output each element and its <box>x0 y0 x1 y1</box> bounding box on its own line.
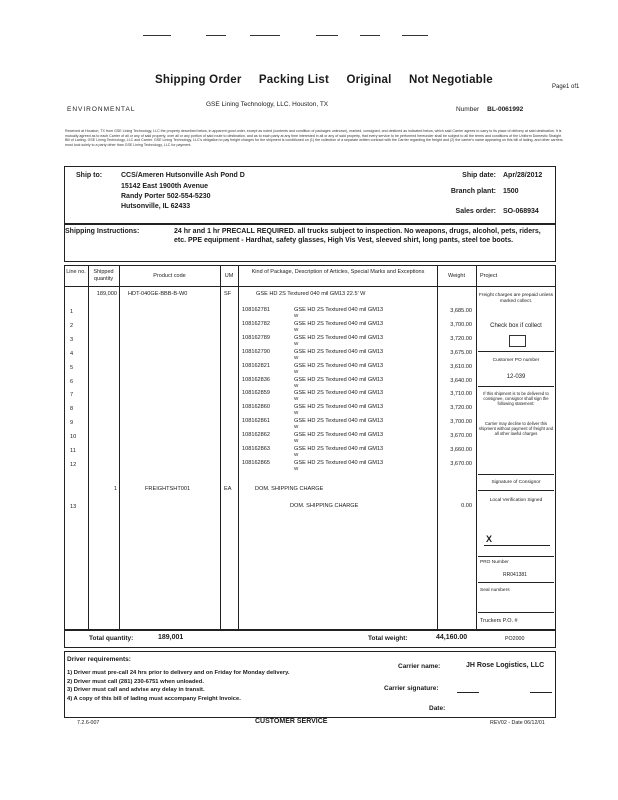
branch-value: 1500 <box>503 188 519 195</box>
signature-consignor-label: Signature of Consignor <box>491 480 541 485</box>
totals-box <box>64 630 556 648</box>
freight-row-desc: DOM. SHIPPING CHARGE <box>255 486 324 492</box>
table-row-code: 108162863 <box>242 446 270 452</box>
col-divider <box>119 265 120 630</box>
carrier-signature-line[interactable] <box>530 692 552 693</box>
col-divider <box>476 265 477 630</box>
carrier-decline-note: Carrier may decline to deliver this shipment without payment of freight and all other lawful charges <box>478 421 554 436</box>
table-row-desc: GSE HD 2S Textured 040 mil GM13 <box>294 349 384 355</box>
date-label: Date: <box>429 705 446 712</box>
header-shipped-qty: Shipped quantity <box>93 269 114 282</box>
bl-number <box>456 106 523 113</box>
ship-to-line: Hutsonville, IL 62433 <box>121 203 191 210</box>
table-row-number: 11 <box>70 448 76 454</box>
table-row-number: 3 <box>70 337 74 343</box>
col-divider <box>220 265 221 630</box>
table-row-number: 12 <box>70 462 77 468</box>
ship-to-label: Ship to: <box>76 172 103 179</box>
local-verification-label: Local Verification Signed <box>489 498 543 503</box>
table-row-weight: 3,720.00 <box>450 336 472 342</box>
table-header-divider <box>64 286 556 287</box>
legal-text: Received at Houston, TX from GSE Lining Technology, LLC the property described below, in apparent good order, except as noted (contents and condition of packages unknown), marked, consigned, and destined as indicated below, which said Carrier agrees to carry to its place of delivery at said destination. It is mutually agreed as to each Carrier of all or any of said property, over all or any portion of said route to destination, and as to each party at any time interested in all or any of said property, that every service to be performed hereunder shall be subject to all the terms and conditions of the Uniform Domestic Straight Bill of Lading. GSE Lining Technology, LLC and Carrier. GSE Lining Technology, LLC's obligation to pay freight charges for the shipment is conditioned on (1) the collection of a separate written contract with the Carrier regarding the freight and (2) the carrier's name appearing on this bill of lading, and other carriers must look solely to a party other than GSE Lining Technology, LLC for payment. <box>65 129 563 148</box>
table-row-w: W <box>294 466 299 471</box>
table-row-w: W <box>294 313 299 318</box>
table-row-code: 108162865 <box>242 460 270 466</box>
document-title <box>155 74 507 86</box>
table-row-w: W <box>294 383 299 388</box>
table-row-w: W <box>294 327 299 332</box>
truckers-po-label: Truckers P.O. # <box>480 618 518 624</box>
table-row-code: 108162781 <box>242 307 270 313</box>
table-row-desc: GSE HD 2S Textured 040 mil GM13 <box>294 418 384 424</box>
row-13-weight: 0.00 <box>461 503 472 509</box>
table-row-code: 108162861 <box>242 418 270 424</box>
main-row-qty: 189,000 <box>96 291 117 297</box>
instructions-text: 24 hr and 1 hr PRECALL REQUIRED. all trucks subject to inspection. No weapons, drugs, alcohol, pets, riders, etc. PPE equipment - Hardhat, safety glasses, High Vis Vest, sleeved shirt, long pants, steel toe boots. <box>174 228 541 244</box>
page-indicator: Page1 of1 <box>552 84 580 90</box>
main-row-um: SF <box>224 291 232 297</box>
customer-po-value: 12-039 <box>506 374 526 380</box>
top-line <box>143 35 171 36</box>
table-row-w: W <box>294 424 299 429</box>
po2000-label: PO2000 <box>505 636 525 642</box>
top-line <box>250 35 280 36</box>
freight-row-qty: 1 <box>113 486 117 492</box>
number-label: Number <box>456 106 480 113</box>
table-row-w: W <box>294 355 299 360</box>
table-row-code: 108162836 <box>242 377 270 383</box>
number-value: BL-0061992 <box>487 106 524 113</box>
top-line <box>360 35 380 36</box>
pro-number-value: RR041381 <box>503 572 527 578</box>
driver-requirement: 2) Driver must call (281) 230-6751 when unloaded. <box>67 678 204 685</box>
table-row-w: W <box>294 438 299 443</box>
ship-date-value: Apr/28/2012 <box>503 172 543 179</box>
header-weight: Weight <box>447 273 466 279</box>
title-packing-list: Packing List <box>258 74 330 86</box>
driver-requirement: 1) Driver must pre-call 24 hrs prior to delivery and on Friday for Monday delivery. <box>67 670 290 676</box>
carrier-signature-label: Carrier signature: <box>384 685 439 692</box>
driver-requirements-title: Driver requirements: <box>67 656 131 663</box>
table-row-number: 6 <box>70 379 74 385</box>
driver-requirement: 3) Driver must call and advise any delay in transit. <box>67 687 205 694</box>
table-row-desc: GSE HD 2S Textured 040 mil GM13 <box>294 321 384 327</box>
footer-customer-service: CUSTOMER SERVICE <box>255 718 328 725</box>
check-box-collect-label: Check box if collect <box>490 323 542 329</box>
col-divider <box>238 265 239 630</box>
project-divider <box>478 386 554 387</box>
carrier-name-value: JH Rose Logistics, LLC <box>466 662 545 669</box>
table-row-code: 108162782 <box>242 321 270 327</box>
carrier-signature-line[interactable] <box>457 692 479 693</box>
table-row-w: W <box>294 341 299 346</box>
table-row-weight: 3,670.00 <box>450 433 472 439</box>
project-divider <box>478 582 554 583</box>
table-row-desc: GSE HD 2S Textured 040 mil GM13 <box>294 446 384 452</box>
table-row-number: 4 <box>70 351 74 357</box>
total-weight-label: Total weight: <box>368 635 408 642</box>
table-row-desc: GSE HD 2S Textured 040 mil GM13 <box>294 335 384 341</box>
total-qty-value: 189,001 <box>158 634 184 641</box>
ship-to-line: CCS/Ameren Hutsonville Ash Pond D <box>121 172 245 179</box>
header-description: Kind of Package, Description of Articles, Special Marks and Exceptions <box>251 269 425 275</box>
table-row-code: 108162859 <box>242 390 270 396</box>
freight-row-product: FREIGHTSHT001 <box>145 486 191 492</box>
row-13-desc: DOM. SHIPPING CHARGE <box>290 503 359 509</box>
header-line-no: Line no. <box>66 269 86 275</box>
table-row-w: W <box>294 396 299 401</box>
carrier-name-label: Carrier name: <box>398 663 441 670</box>
title-original: Original <box>346 74 392 86</box>
table-row-desc: GSE HD 2S Textured 040 mil GM13 <box>294 307 384 313</box>
footer-revision: REV02 - Date 06/12/01 <box>490 720 545 726</box>
customer-po-label: Customer PO number <box>492 358 540 363</box>
table-row-weight: 3,700.00 <box>450 419 472 425</box>
top-line <box>316 35 338 36</box>
header-project: Project <box>480 273 498 279</box>
total-qty-label: Total quantity: <box>89 635 134 642</box>
table-row-weight: 3,710.00 <box>450 391 472 397</box>
seal-numbers-label: Seal numbers <box>480 588 510 593</box>
header-um: UM <box>224 273 234 279</box>
table-row-number: 7 <box>70 392 74 398</box>
collect-checkbox[interactable] <box>509 335 526 347</box>
table-row-code: 108162821 <box>242 363 270 369</box>
col-divider <box>437 265 438 630</box>
table-row-code: 108162860 <box>242 404 270 410</box>
title-not-negotiable: Not Negotiable <box>408 74 493 86</box>
environmental-label: ENVIRONMENTAL <box>67 106 136 113</box>
project-divider <box>478 490 554 491</box>
freight-prepaid-note: Freight charges are prepaid unless marked collect. <box>478 293 554 304</box>
table-row-number: 1 <box>70 309 74 315</box>
table-row-desc: GSE HD 2S Textured 040 mil GM13 <box>294 460 384 466</box>
x-mark: X <box>486 534 493 544</box>
table-row-code: 108162790 <box>242 349 270 355</box>
table-row-weight: 3,640.00 <box>450 378 472 384</box>
table-row-desc: GSE HD 2S Textured 040 mil GM13 <box>294 432 384 438</box>
table-row-weight: 3,670.00 <box>450 461 472 467</box>
top-line <box>206 35 226 36</box>
table-row-code: 108162862 <box>242 432 270 438</box>
instructions-label: Shipping Instructions: <box>65 228 140 235</box>
freight-row-um: EA <box>224 486 232 492</box>
table-row-number: 2 <box>70 323 74 329</box>
main-row-desc: GSE HD 2S Textured 040 mil GM13 22.5' W <box>256 291 366 297</box>
driver-requirement: 4) A copy of this bill of lading must accompany Freight Invoice. <box>67 696 241 703</box>
table-row-w: W <box>294 452 299 457</box>
table-row-desc: GSE HD 2S Textured 040 mil GM13 <box>294 404 384 410</box>
table-row-code: 108162789 <box>242 335 270 341</box>
table-row-desc: GSE HD 2S Textured 040 mil GM13 <box>294 377 384 383</box>
table-row-number: 5 <box>70 365 74 371</box>
ship-to-line: Randy Porter 502-554-5230 <box>121 193 211 200</box>
ship-to-line: 15142 East 1900th Avenue <box>121 183 209 190</box>
ship-date-label: Ship date: <box>462 172 496 179</box>
table-row-weight: 3,685.00 <box>450 308 472 314</box>
signature-line <box>478 474 554 475</box>
table-row-w: W <box>294 369 299 374</box>
project-divider <box>478 556 554 557</box>
signature-line[interactable] <box>484 545 550 546</box>
title-shipping-order: Shipping Order <box>155 74 242 86</box>
table-row-number: 9 <box>70 420 74 426</box>
footer-form-code: 7.2.6-007 <box>77 720 100 726</box>
consignor-note: If this shipment is to be delivered to consignee, consignor shall sign the following statement: <box>483 391 549 406</box>
main-row-product: HDT-040GE-BBB-B-W0 <box>128 291 188 297</box>
company-name: GSE Lining Technology, LLC. Houston, TX <box>206 101 329 108</box>
project-divider <box>478 351 554 352</box>
table-row-weight: 3,675.00 <box>450 350 472 356</box>
pro-number-label: PRO Number <box>480 560 509 565</box>
table-row-number: 8 <box>70 406 74 412</box>
col-divider <box>88 265 89 630</box>
table-row-w: W <box>294 410 299 415</box>
header-product-code: Product code <box>153 273 186 279</box>
sales-order-value: SO-068934 <box>503 208 539 215</box>
table-row-number: 10 <box>70 434 77 440</box>
driver-requirements-list <box>67 669 290 704</box>
total-weight-value: 44,160.00 <box>436 634 468 641</box>
table-row-weight: 3,700.00 <box>450 322 472 328</box>
table-row-weight: 3,720.00 <box>450 405 472 411</box>
branch-label: Branch plant: <box>450 188 496 195</box>
project-divider <box>478 612 554 613</box>
sales-order-label: Sales order: <box>455 208 496 215</box>
row-13-no: 13 <box>70 504 77 510</box>
table-row-desc: GSE HD 2S Textured 040 mil GM13 <box>294 390 384 396</box>
table-row-desc: GSE HD 2S Textured 040 mil GM13 <box>294 363 384 369</box>
table-row-weight: 3,660.00 <box>450 447 472 453</box>
top-line <box>402 35 428 36</box>
table-row-weight: 3,610.00 <box>450 364 472 370</box>
